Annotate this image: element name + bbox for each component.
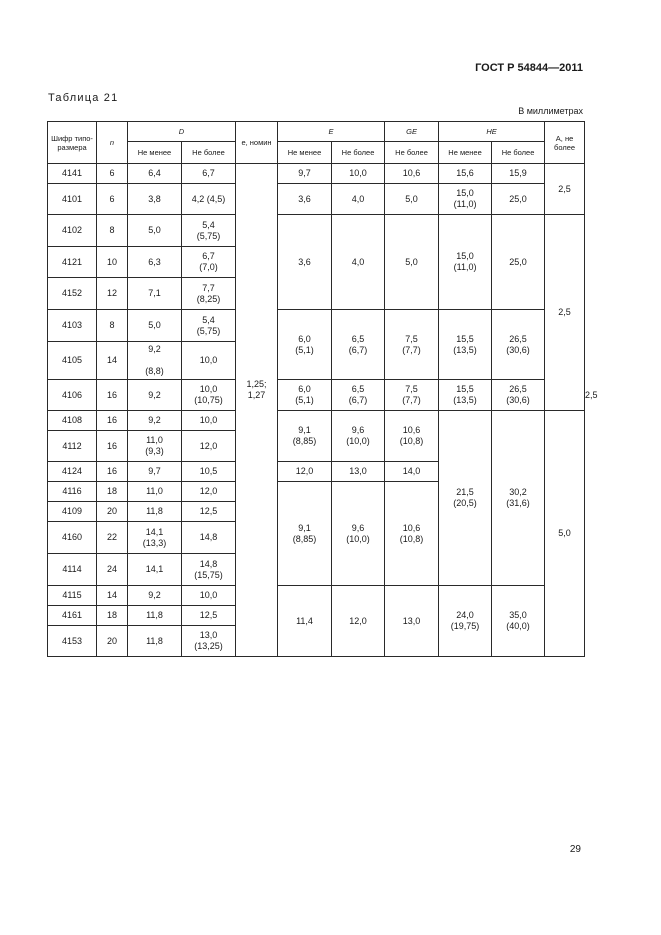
cell-d-max: 10,0 xyxy=(182,411,236,431)
cell-code: 4160 xyxy=(48,522,97,554)
cell-d-min: 9,2 xyxy=(128,586,182,606)
cell-code: 4112 xyxy=(48,431,97,462)
cell-h-max: 26,5 (30,6) xyxy=(492,380,545,411)
cell-d-max: 14,8 xyxy=(182,522,236,554)
cell-d-max: 10,5 xyxy=(182,462,236,482)
cell-d-max: 13,0 (13,25) xyxy=(182,626,236,657)
cell-d-max: 12,5 xyxy=(182,606,236,626)
cell-n: 16 xyxy=(97,462,128,482)
cell-code: 4109 xyxy=(48,502,97,522)
cell-d-min: 6,3 xyxy=(128,247,182,278)
cell-bige-max: 9,6 (10,0) xyxy=(332,411,385,462)
cell-d-max: 10,0 xyxy=(182,342,236,380)
cell-code: 4105 xyxy=(48,342,97,380)
cell-g-max: 10,6 (10,8) xyxy=(385,411,439,462)
cell-d-min: 11,0 (9,3) xyxy=(128,431,182,462)
cell-code: 4108 xyxy=(48,411,97,431)
cell-d-max: 12,5 xyxy=(182,502,236,522)
cell-h-max: 15,9 xyxy=(492,164,545,184)
cell-code: 4101 xyxy=(48,184,97,215)
cell-d-min: 14,1 xyxy=(128,554,182,586)
d-min-header: Не менее xyxy=(128,142,182,164)
cell-code: 4116 xyxy=(48,482,97,502)
cell-d-max: 10,0 (10,75) xyxy=(182,380,236,411)
cell-g-max: 7,5 (7,7) xyxy=(385,310,439,380)
cell-d-min: 6,4 xyxy=(128,164,182,184)
cell-h-min: 21,5 (20,5) xyxy=(439,411,492,586)
table-row xyxy=(48,164,585,184)
table-row xyxy=(48,215,585,247)
cell-h-min: 15,6 xyxy=(439,164,492,184)
cell-n: 8 xyxy=(97,310,128,342)
cell-d-min: 9,7 xyxy=(128,462,182,482)
cell-d-max: 10,0 xyxy=(182,586,236,606)
cell-n: 16 xyxy=(97,411,128,431)
cell-d-min: 3,8 xyxy=(128,184,182,215)
cell-d-min: 9,2 xyxy=(128,380,182,411)
cell-a: 2,5 xyxy=(545,215,585,411)
cell-n: 6 xyxy=(97,164,128,184)
col-code-header: Шифр типо-размера xyxy=(48,122,97,164)
cell-d-min: 11,8 xyxy=(128,606,182,626)
cell-bige-min: 6,0 (5,1) xyxy=(278,380,332,411)
cell-h-min: 15,0 (11,0) xyxy=(439,184,492,215)
cell-code: 4152 xyxy=(48,278,97,310)
d-max-header: Не более xyxy=(182,142,236,164)
cell-d-min: 9,2 (8,8) xyxy=(128,342,182,380)
cell-g-max: 10,6 xyxy=(385,164,439,184)
cell-bige-max: 6,5 (6,7) xyxy=(332,310,385,380)
cell-code: 4103 xyxy=(48,310,97,342)
cell-g-max: 5,0 xyxy=(385,184,439,215)
cell-d-max: 6,7 (7,0) xyxy=(182,247,236,278)
cell-e-nominal: 1,25; 1,27 xyxy=(236,164,278,657)
cell-g-max: 5,0 xyxy=(385,215,439,310)
cell-d-max: 5,4 (5,75) xyxy=(182,215,236,247)
cell-bige-max: 12,0 xyxy=(332,586,385,657)
cell-code: 4102 xyxy=(48,215,97,247)
cell-bige-min: 12,0 xyxy=(278,462,332,482)
cell-bige-min: 3,6 xyxy=(278,184,332,215)
cell-n: 16 xyxy=(97,380,128,411)
cell-h-min: 15,5 (13,5) xyxy=(439,380,492,411)
cell-code: 4115 xyxy=(48,586,97,606)
cell-h-max: 25,0 xyxy=(492,215,545,310)
cell-d-max: 4,2 (4,5) xyxy=(182,184,236,215)
cell-h-max: 26,5 (30,6) xyxy=(492,310,545,380)
cell-d-min: 11,8 xyxy=(128,502,182,522)
cell-bige-min: 3,6 xyxy=(278,215,332,310)
cell-h-max: 30,2 (31,6) xyxy=(492,411,545,586)
cell-h-min: 15,5 (13,5) xyxy=(439,310,492,380)
cell-g-max: 14,0 xyxy=(385,462,439,482)
cell-bige-min: 9,7 xyxy=(278,164,332,184)
cell-g-max: 7,5 (7,7) xyxy=(385,380,439,411)
cell-d-min: 9,2 xyxy=(128,411,182,431)
table-row xyxy=(48,411,585,431)
cell-bige-max: 4,0 xyxy=(332,215,385,310)
cell-d-max: 7,7 (8,25) xyxy=(182,278,236,310)
cell-code: 4161 xyxy=(48,606,97,626)
page-number: 29 xyxy=(569,844,581,855)
cell-bige-max: 6,5 (6,7) xyxy=(332,380,385,411)
cell-h-min: 24,0 (19,75) xyxy=(439,586,492,657)
cell-d-max: 14,8 (15,75) xyxy=(182,554,236,586)
cell-g-max: 13,0 xyxy=(385,586,439,657)
g-max-header: Не более xyxy=(385,142,439,164)
col-g-header: GE xyxy=(385,122,439,142)
col-n-header: n xyxy=(97,122,128,164)
cell-n: 10 xyxy=(97,247,128,278)
cell-code: 4153 xyxy=(48,626,97,657)
table-row xyxy=(48,310,585,342)
col-d-header: D xyxy=(128,122,236,142)
cell-a: 5,0 xyxy=(545,411,585,657)
cell-bige-max: 10,0 xyxy=(332,164,385,184)
cell-bige-max: 9,6 (10,0) xyxy=(332,482,385,586)
col-a-header: A, не более xyxy=(545,122,585,164)
h-max-header: Не более xyxy=(492,142,545,164)
cell-n: 18 xyxy=(97,482,128,502)
cell-n: 22 xyxy=(97,522,128,554)
cell-d-min: 11,0 xyxy=(128,482,182,502)
cell-bige-min: 9,1 (8,85) xyxy=(278,411,332,462)
cell-h-max: 25,0 xyxy=(492,184,545,215)
cell-d-min: 7,1 xyxy=(128,278,182,310)
e-min-header: Не менее xyxy=(278,142,332,164)
cell-d-min: 11,8 xyxy=(128,626,182,657)
cell-n: 18 xyxy=(97,606,128,626)
cell-code: 4141 xyxy=(48,164,97,184)
cell-d-min: 5,0 xyxy=(128,310,182,342)
cell-bige-min: 6,0 (5,1) xyxy=(278,310,332,380)
cell-n: 14 xyxy=(97,586,128,606)
cell-n: 20 xyxy=(97,626,128,657)
cell-d-min: 14,1 (13,3) xyxy=(128,522,182,554)
cell-n: 24 xyxy=(97,554,128,586)
cell-d-max: 12,0 xyxy=(182,431,236,462)
cell-bige-min: 11,4 xyxy=(278,586,332,657)
cell-d-max: 12,0 xyxy=(182,482,236,502)
cell-d-min: 5,0 xyxy=(128,215,182,247)
cell-d-max: 6,7 xyxy=(182,164,236,184)
cell-n: 14 xyxy=(97,342,128,380)
cell-n: 16 xyxy=(97,431,128,462)
cell-n: 6 xyxy=(97,184,128,215)
cell-code: 4121 xyxy=(48,247,97,278)
units-note: В миллиметрах xyxy=(518,106,583,116)
cell-bige-min: 9,1 (8,85) xyxy=(278,482,332,586)
cell-code: 4106 xyxy=(48,380,97,411)
e-max-header: Не более xyxy=(332,142,385,164)
table-caption: Таблица 21 xyxy=(48,92,119,104)
cell-a: 2,5 xyxy=(545,164,585,215)
cell-n: 20 xyxy=(97,502,128,522)
data-table xyxy=(47,121,598,657)
h-min-header: Не менее xyxy=(439,142,492,164)
cell-h-min: 15,0 (11,0) xyxy=(439,215,492,310)
cell-d-max: 5,4 (5,75) xyxy=(182,310,236,342)
cell-h-max: 35,0 (40,0) xyxy=(492,586,545,657)
cell-g-max: 10,6 (10,8) xyxy=(385,482,439,586)
table-row: 4106 16 9,2 10,0 (10,75) 6,0 (5,1) 6,5 (6,7) 7,5 (7,7) 15,5 (13,5) 26,5 (30,6) 2,5 xyxy=(48,380,585,411)
cell-bige-max: 4,0 xyxy=(332,184,385,215)
cell-n: 8 xyxy=(97,215,128,247)
cell-n: 12 xyxy=(97,278,128,310)
standard-number: ГОСТ Р 54844—2011 xyxy=(475,62,583,74)
cell-code: 4124 xyxy=(48,462,97,482)
col-e-header: e, номин xyxy=(236,122,278,164)
col-bige-header: E xyxy=(278,122,385,142)
table-row xyxy=(48,586,585,606)
cell-code: 4114 xyxy=(48,554,97,586)
col-h-header: HE xyxy=(439,122,545,142)
cell-bige-max: 13,0 xyxy=(332,462,385,482)
table-row xyxy=(48,184,585,215)
